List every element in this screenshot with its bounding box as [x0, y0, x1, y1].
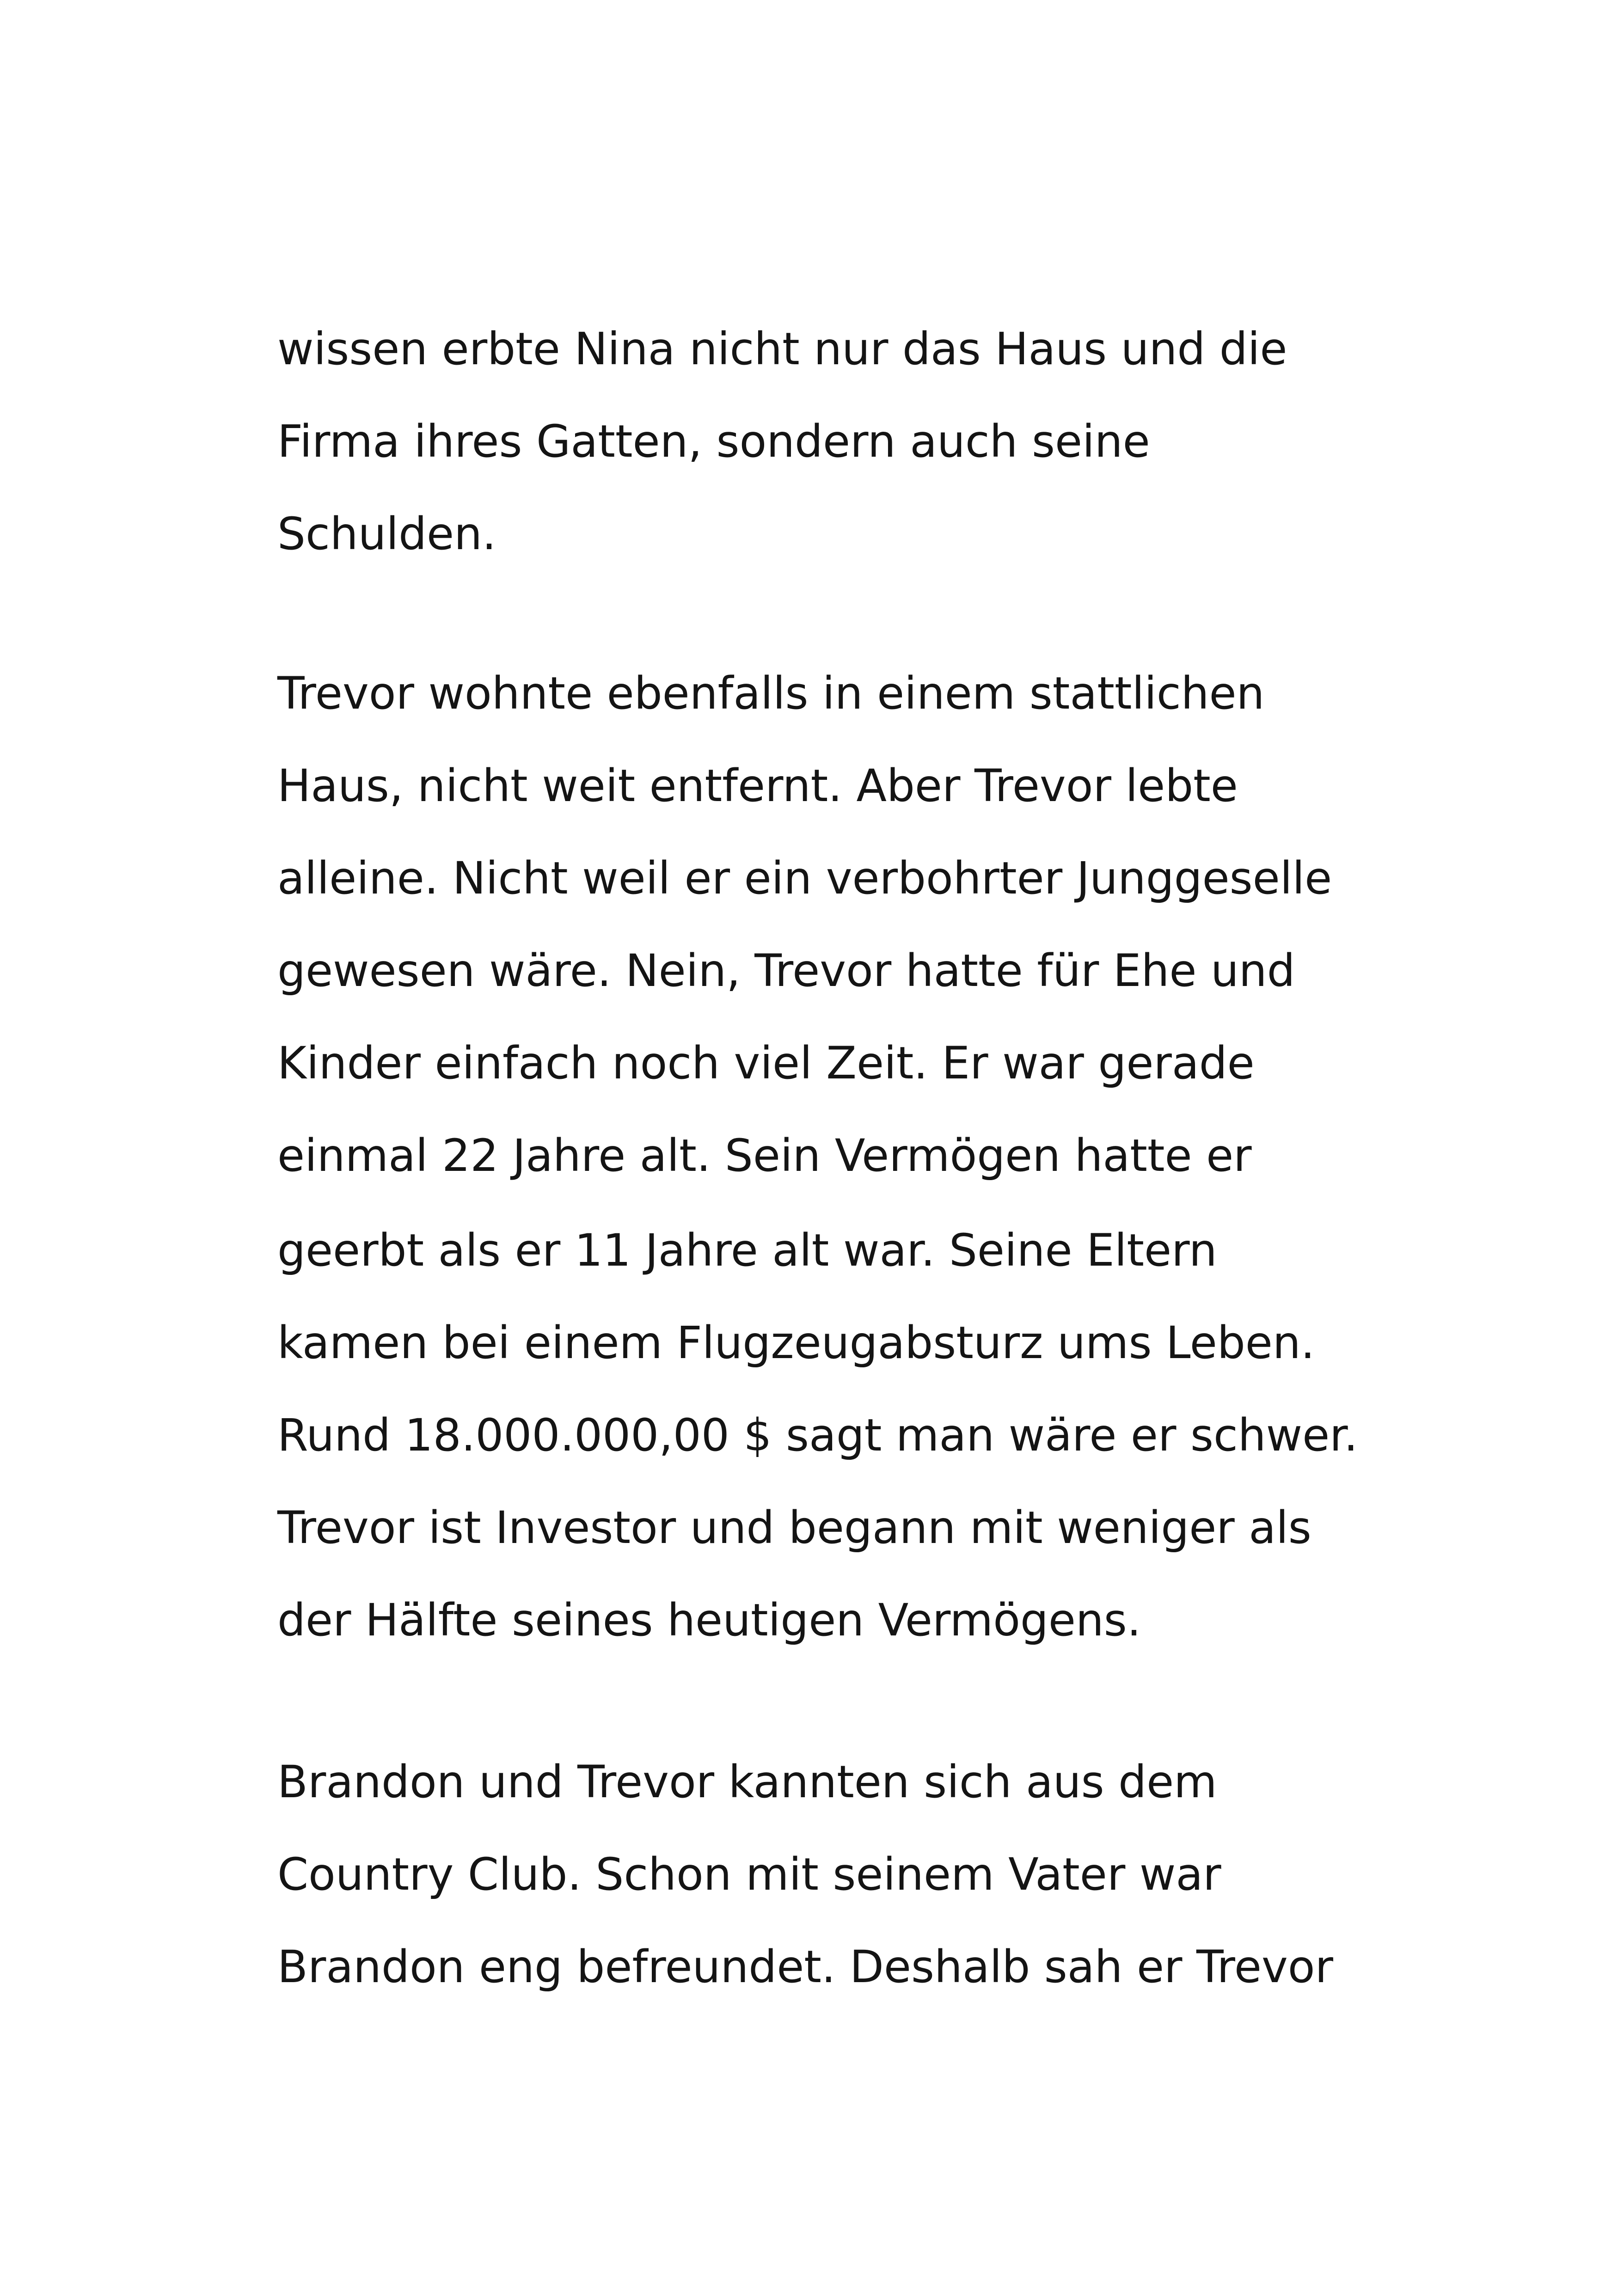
text-line: Trevor ist Investor und begann mit weniger als: [277, 1502, 1312, 1554]
text-line: gewesen wäre. Nein, Trevor hatte für Ehe und: [277, 945, 1295, 997]
text-line: Rund 18.000.000,00 $ sagt man wäre er schwer.: [277, 1409, 1358, 1461]
text-line: kamen bei einem Flugzeugabsturz ums Leben.: [277, 1317, 1315, 1369]
text-line: der Hälfte seines heutigen Vermögens.: [277, 1594, 1141, 1646]
text-line: Country Club. Schon mit seinem Vater war: [277, 1849, 1221, 1900]
text-line: Haus, nicht weit entfernt. Aber Trevor lebte: [277, 760, 1238, 812]
text-line: Trevor wohnte ebenfalls in einem stattlichen: [277, 667, 1265, 719]
text-line: geerbt als er 11 Jahre alt war. Seine Eltern: [277, 1225, 1217, 1276]
text-line: einmal 22 Jahre alt. Sein Vermögen hatte er: [277, 1130, 1252, 1182]
text-line: wissen erbte Nina nicht nur das Haus und die: [277, 323, 1287, 375]
text-line: Firma ihres Gatten, sondern auch seine: [277, 416, 1150, 467]
text-line: Kinder einfach noch viel Zeit. Er war gerade: [277, 1037, 1255, 1089]
text-line: alleine. Nicht weil er ein verbohrter Junggeselle: [277, 852, 1332, 904]
text-line: Brandon eng befreundet. Deshalb sah er Trevor: [277, 1941, 1333, 1993]
text-line: Schulden.: [277, 508, 496, 560]
text-line: Brandon und Trevor kannten sich aus dem: [277, 1756, 1217, 1808]
